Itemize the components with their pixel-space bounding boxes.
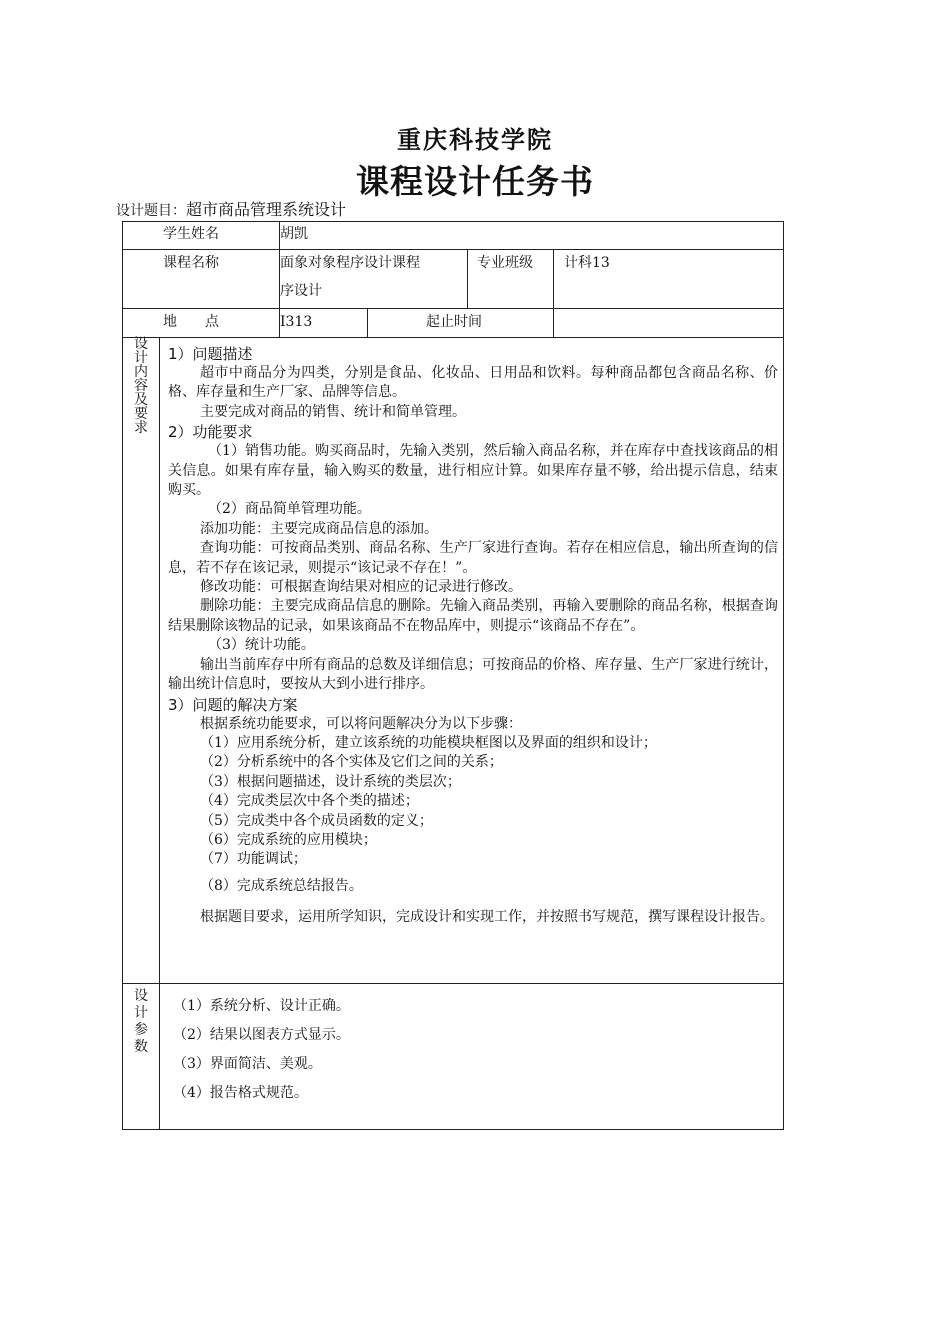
course-name-value-line1: 面象对象程序设计课程	[280, 255, 420, 271]
paragraph: （2）商品简单管理功能。	[208, 501, 371, 518]
paragraph: 输出当前库存中所有商品的总数及详细信息；可按商品的价格、库存量、生产厂家进行统计，输出统计信息时，要按从大到小进行排序。	[168, 656, 778, 693]
list-item: （1）应用系统分析，建立该系统的功能模块框图以及界面的组织和设计；	[200, 734, 657, 751]
place-label: 地 点	[163, 314, 219, 330]
place-value: I313	[280, 314, 313, 330]
design-topic	[116, 197, 346, 220]
requirements-content	[168, 344, 778, 932]
paragraph: 查询功能：可按商品类别、商品名称、生产厂家进行查询。若存在相应信息，输出所查询的信息，若不存在该记录，则提示“该记录不存在！”。	[168, 540, 778, 576]
list-item: （3）根据问题描述，设计系统的类层次；	[200, 773, 461, 790]
paragraph: 主要完成对商品的销售、统计和简单管理。	[200, 403, 466, 420]
school-name: 重庆科技学院	[397, 126, 553, 154]
list-item: （7）功能调试；	[200, 851, 307, 868]
list-item: （4）报告格式规范。	[173, 1085, 308, 1101]
closing-paragraph: 根据题目要求，运用所学知识，完成设计和实现工作，并按照书写规范，撰写课程设计报告。	[200, 908, 774, 925]
task-table	[122, 221, 784, 1130]
section-problem-title: 1）问题描述	[168, 345, 253, 363]
class-value: 计科13	[564, 255, 610, 271]
course-name-label: 课程名称	[163, 255, 219, 271]
student-name-value: 胡凯	[280, 226, 308, 242]
paragraph: 删除功能：主要完成商品信息的删除。先输入商品类别，再输入要删除的商品名称，根据查询结果删除该物品的记录，如果该商品不在物品库中，则提示“该商品不存在”。	[168, 598, 778, 634]
list-item: （2）分析系统中的各个实体及它们之间的关系；	[200, 754, 503, 771]
student-name-label: 学生姓名	[163, 226, 219, 242]
section-function-title: 2）功能要求	[168, 423, 253, 442]
params-side-label: 设 计 参 数	[134, 988, 148, 1055]
list-item: （6）完成系统的应用模块；	[200, 831, 377, 848]
list-item: （3）界面简洁、美观。	[173, 1056, 322, 1072]
paragraph: 修改功能：可根据查询结果对相应的记录进行修改。	[200, 579, 522, 596]
section-solution-title: 3）问题的解决方案	[168, 695, 298, 714]
topic-label: 设计题目：	[116, 203, 186, 219]
paragraph: 根据系统功能要求，可以将问题解决分为以下步骤：	[200, 715, 522, 732]
list-item: （4）完成类层次中各个类的描述；	[200, 793, 419, 810]
params-list	[173, 992, 350, 1108]
list-item: （8）完成系统总结报告。	[200, 877, 363, 894]
course-name-value-line2: 序设计	[280, 283, 322, 299]
list-item: （2）结果以图表方式显示。	[173, 1027, 350, 1043]
list-item: （5）完成类中各个成员函数的定义；	[200, 812, 433, 829]
paragraph: 添加功能：主要完成商品信息的添加。	[200, 520, 438, 537]
document-title: 课程设计任务书	[356, 162, 594, 201]
topic-value: 超市商品管理系统设计	[186, 200, 347, 219]
paragraph: 超市中商品分为四类，分别是食品、化妆品、日用品和饮料。每种商品都包含商品名称、价格、库存量和生产厂家、品牌等信息。	[168, 365, 778, 401]
paragraph: （3）统计功能。	[208, 637, 315, 654]
time-label: 起止时间	[426, 314, 482, 330]
list-item: （1）系统分析、设计正确。	[173, 998, 350, 1014]
requirements-side-label: 设 计 内 容 及 要 求	[134, 336, 148, 436]
paragraph: （1）销售功能。购买商品时，先输入类别，然后输入商品名称，并在库存中查找该商品的相关信息。如果有库存量，输入购买的数量，进行相应计算。如果库存量不够，给出提示信息，结束购买。	[168, 443, 778, 499]
class-label: 专业班级	[477, 255, 533, 271]
